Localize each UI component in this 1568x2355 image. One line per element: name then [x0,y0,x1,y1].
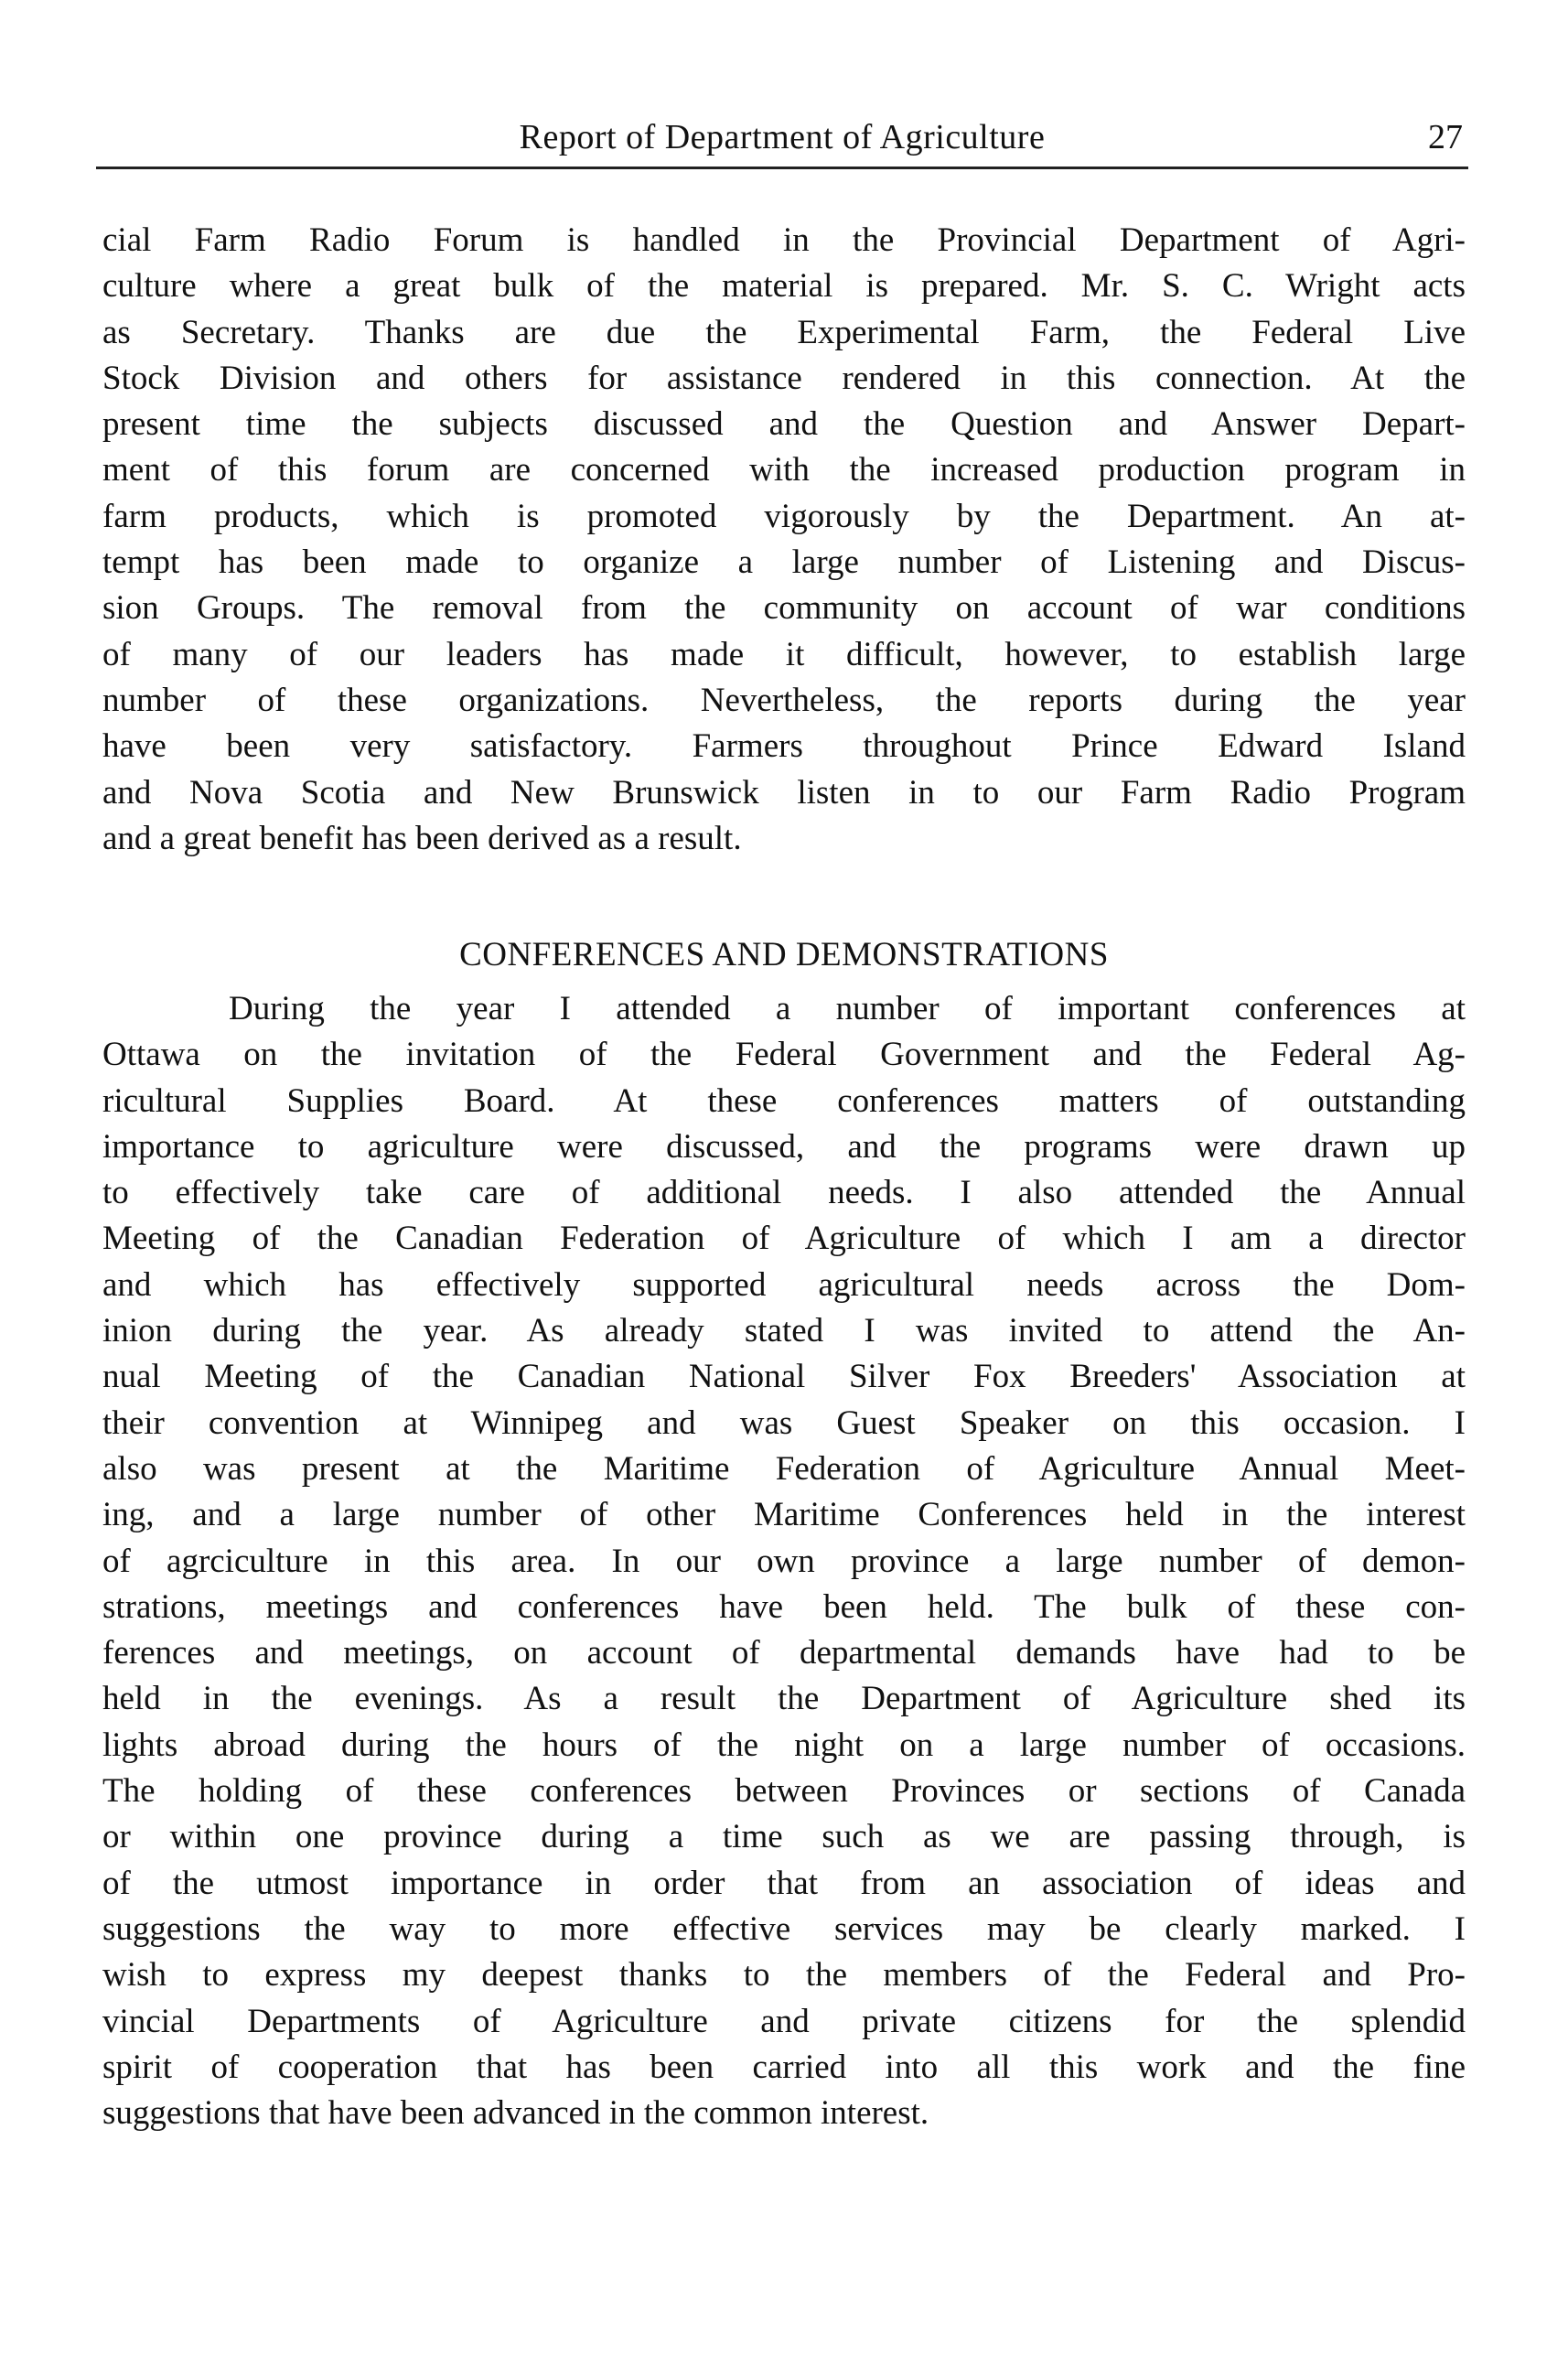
text-line: cial Farm Radio Forum is handled in the Provincial Department of Agri- [102,221,1466,259]
text-line: During the year I attended a number of important conferences at [229,990,1466,1027]
text-line: tempt has been made to organize a large number of Listening and Discus- [102,543,1466,582]
text-line: of the utmost importance in order that from an association of ideas and [102,1864,1466,1902]
running-header [96,101,1468,169]
text-line: spirit of cooperation that has been carried into all this work and the fine [102,2048,1466,2086]
text-line: and which has effectively supported agricultural needs across the Dom- [102,1265,1466,1304]
text-line: strations, meetings and conferences have been held. The bulk of these con- [102,1587,1466,1626]
text-line: as Secretary. Thanks are due the Experimental Farm, the Federal Live [102,313,1466,351]
text-line: their convention at Winnipeg and was Guest Speaker on this occasion. I [102,1403,1466,1442]
text-line: ricultural Supplies Board. At these conferences matters of outstanding [102,1081,1466,1120]
text-line: have been very satisfactory. Farmers throughout Prince Edward Island [102,727,1466,766]
text-line: Stock Division and others for assistance rendered in this connection. At the [102,359,1466,397]
text-line: Ottawa on the invitation of the Federal Government and the Federal Ag- [102,1036,1466,1074]
page-number: 27 [1428,118,1463,156]
text-line: nual Meeting of the Canadian National Silver Fox Breeders' Association at [102,1358,1466,1396]
text-line: of many of our leaders has made it difficult, however, to establish large [102,635,1466,673]
text-line: culture where a great bulk of the material is prepared. Mr. S. C. Wright acts [102,267,1466,306]
paragraph-conferences [102,986,1466,2136]
text-line: number of these organizations. Nevertheless, the reports during the year [102,681,1466,719]
text-line: importance to agriculture were discussed, and the programs were drawn up [102,1127,1466,1166]
text-line: and a great benefit has been derived as a result. [102,819,742,857]
text-line: held in the evenings. As a result the Department of Agriculture shed its [102,1680,1466,1718]
text-line: of agrciculture in this area. In our own province a large number of demon- [102,1542,1466,1580]
text-line: suggestions that have been advanced in the common interest. [102,2094,929,2133]
text-line: ment of this forum are concerned with the increased production program in [102,451,1466,489]
text-line: to effectively take care of additional needs. I also attended the Annual [102,1174,1466,1212]
text-line: also was present at the Maritime Federation of Agriculture Annual Meet- [102,1449,1466,1488]
text-line: and Nova Scotia and New Brunswick listen in to our Farm Radio Program [102,773,1466,812]
text-line: ing, and a large number of other Maritime Conferences held in the interest [102,1496,1466,1534]
text-line: lights abroad during the hours of the night on a large number of occasions. [102,1726,1466,1764]
text-line: or within one province during a time such as we are passing through, is [102,1818,1466,1856]
text-line: farm products, which is promoted vigorously by the Department. An at- [102,497,1466,535]
paragraph-farm-radio-forum [102,218,1466,862]
text-line: suggestions the way to more effective services may be clearly marked. I [102,1909,1466,1948]
text-line: Meeting of the Canadian Federation of Agriculture of which I am a director [102,1220,1466,1258]
section-heading: CONFERENCES AND DEMONSTRATIONS [459,936,1109,973]
text-line: The holding of these conferences between Provinces or sections of Canada [102,1772,1466,1811]
text-line: present time the subjects discussed and the Question and Answer Depart- [102,405,1466,444]
text-line: inion during the year. As already stated I was invited to attend the An- [102,1312,1466,1350]
text-line: sion Groups. The removal from the community on account of war conditions [102,589,1466,628]
text-line: ferences and meetings, on account of departmental demands have had to be [102,1634,1466,1672]
text-line: vincial Departments of Agriculture and private citizens for the splendid [102,2002,1466,2040]
running-title: Report of Department of Agriculture [519,118,1046,156]
text-line: wish to express my deepest thanks to the members of the Federal and Pro- [102,1956,1466,1995]
